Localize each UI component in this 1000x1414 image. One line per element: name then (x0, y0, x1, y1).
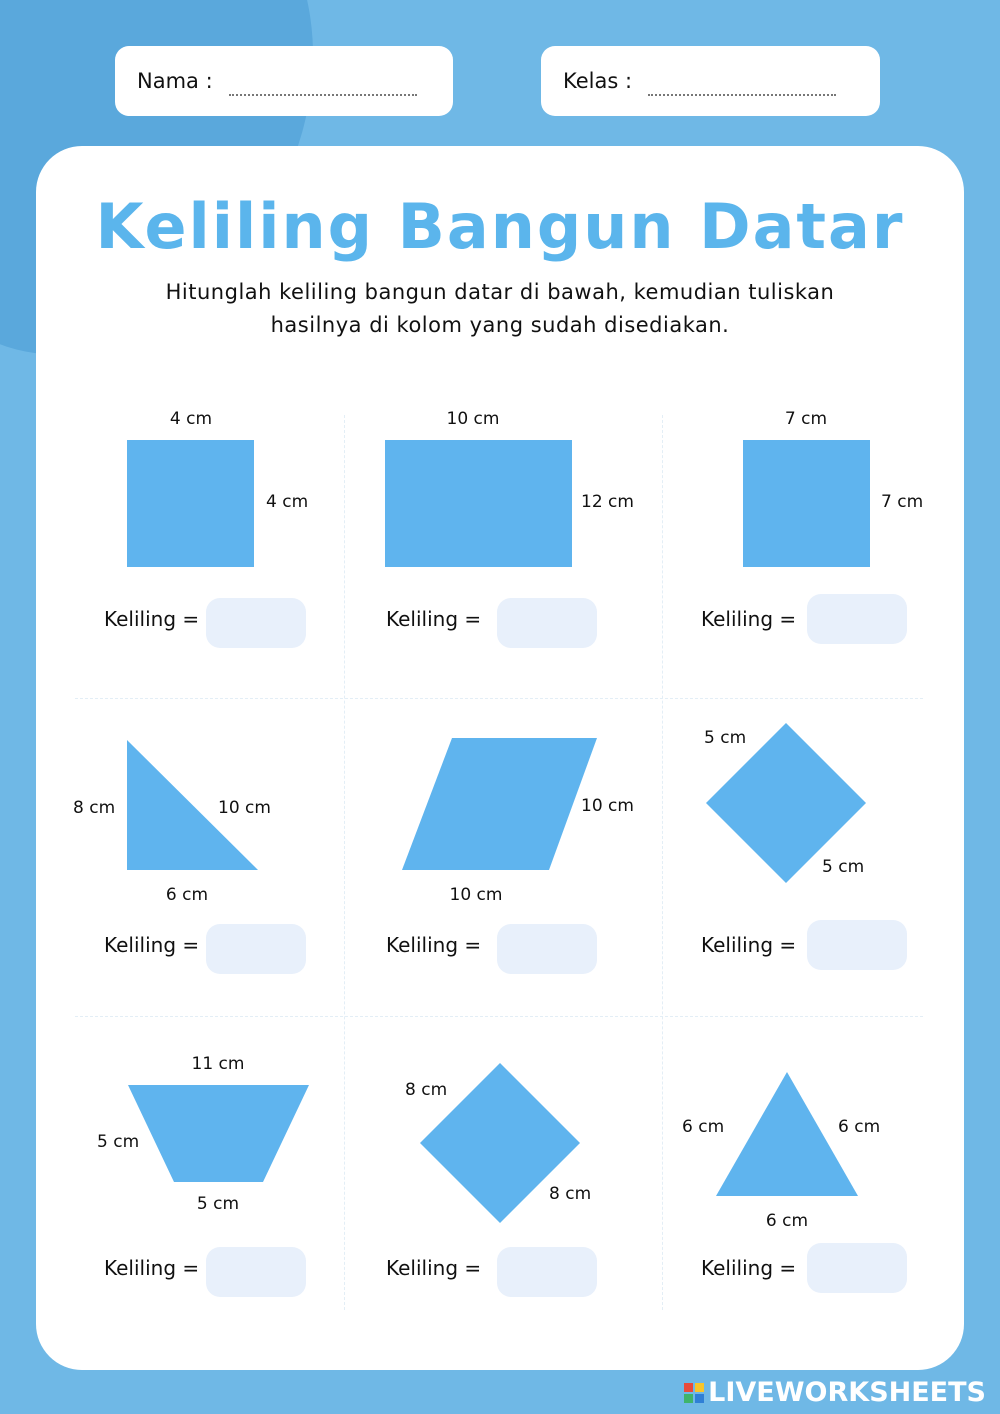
parallelogram-shape (402, 738, 597, 870)
answer-label: Keliling = (104, 1256, 200, 1280)
answer-label: Keliling = (701, 607, 797, 631)
shape-label: 12 cm (581, 492, 634, 512)
logo-icon (684, 1383, 704, 1403)
shape-label: 10 cm (446, 409, 500, 429)
shape-label: 5 cm (196, 1194, 240, 1214)
answer-input[interactable] (497, 1247, 597, 1297)
answer-input[interactable] (807, 594, 907, 644)
instruction-line-2: hasilnya di kolom yang sudah disediakan. (270, 313, 730, 337)
trapezoid-shape (128, 1085, 309, 1182)
shape-label: 10 cm (581, 796, 634, 816)
class-label: Kelas : (563, 69, 633, 93)
shape-label: 11 cm (191, 1054, 245, 1074)
name-label: Nama : (137, 69, 213, 93)
answer-input[interactable] (807, 920, 907, 970)
liveworksheets-logo (684, 1377, 986, 1408)
shape-label: 5 cm (704, 728, 747, 748)
shape-label: 6 cm (765, 1211, 809, 1231)
answer-input[interactable] (807, 1243, 907, 1293)
shape-label: 7 cm (784, 409, 828, 429)
answer-label: Keliling = (104, 607, 200, 631)
shape-label: 4 cm (169, 409, 213, 429)
answer-label: Keliling = (386, 933, 482, 957)
shape-label: 5 cm (822, 857, 865, 877)
answer-label: Keliling = (701, 933, 797, 957)
logo-text: LIVEWORKSHEETS (708, 1377, 986, 1408)
rectangle-shape (385, 440, 572, 567)
shape-label: 5 cm (97, 1132, 140, 1152)
equilateral-triangle-shape (716, 1072, 858, 1196)
shape-label: 8 cm (73, 798, 116, 818)
shape-label: 7 cm (881, 492, 924, 512)
instruction-line-1: Hitunglah keliling bangun datar di bawah, kemudian tuliskan (165, 280, 835, 304)
shape-label: 6 cm (682, 1117, 725, 1137)
square-shape (743, 440, 870, 567)
page-title: Keliling Bangun Datar (95, 190, 905, 263)
shape-label: 8 cm (405, 1080, 448, 1100)
shape-label: 4 cm (266, 492, 309, 512)
answer-label: Keliling = (104, 933, 200, 957)
answer-input[interactable] (206, 1247, 306, 1297)
answer-input[interactable] (497, 924, 597, 974)
shape-label: 8 cm (549, 1184, 592, 1204)
shape-label: 6 cm (838, 1117, 881, 1137)
shape-label: 6 cm (165, 885, 209, 905)
square-shape (127, 440, 254, 567)
answer-input[interactable] (206, 924, 306, 974)
answer-label: Keliling = (386, 1256, 482, 1280)
answer-input[interactable] (206, 598, 306, 648)
shape-label: 10 cm (218, 798, 271, 818)
answer-input[interactable] (497, 598, 597, 648)
answer-label: Keliling = (386, 607, 482, 631)
shape-label: 10 cm (449, 885, 503, 905)
answer-label: Keliling = (701, 1256, 797, 1280)
